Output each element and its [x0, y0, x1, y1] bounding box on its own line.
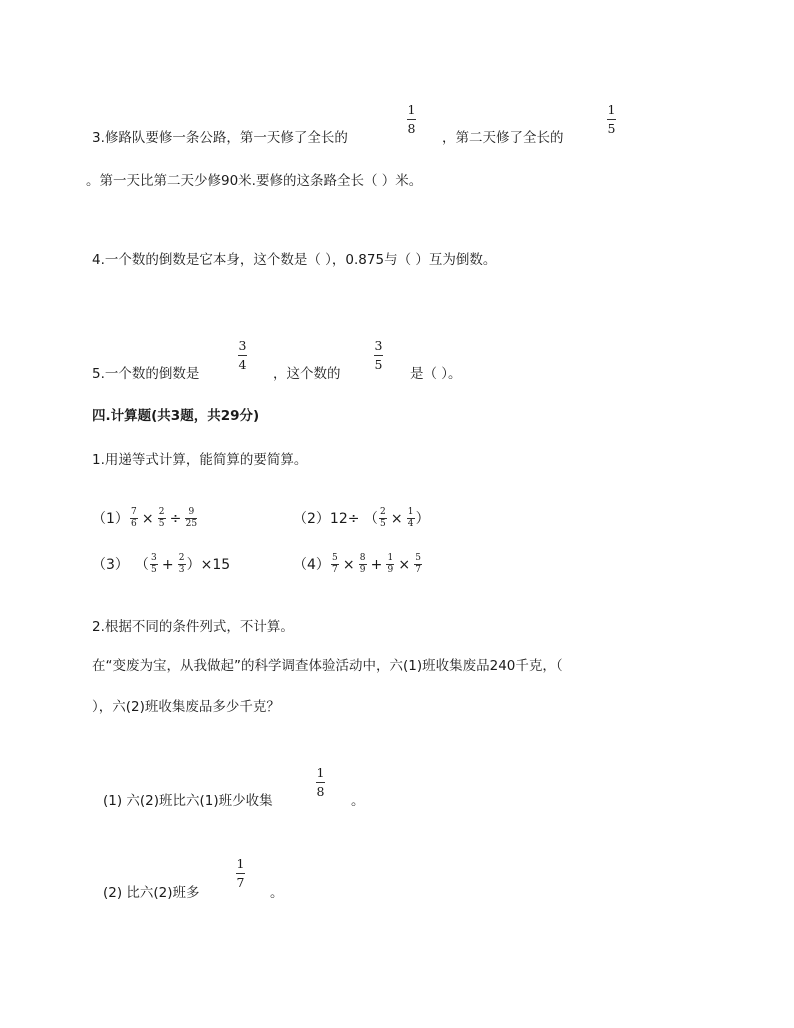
fraction: 2 5	[380, 507, 386, 529]
condition-1-text-b: 。	[351, 793, 365, 809]
numerator: 1	[236, 856, 245, 871]
condition-2-text-b: 。	[270, 885, 284, 901]
calc-item-1	[92, 508, 198, 529]
problem2-instruction: 2.根据不同的条件列式，不计算。	[92, 619, 294, 635]
numerator: 3	[238, 338, 247, 353]
operator: +	[161, 556, 174, 573]
item-label: （4）	[293, 556, 330, 573]
problem1-instruction: 1.用递等式计算，能简算的要简算。	[92, 452, 308, 468]
operator: ×	[398, 556, 411, 573]
fraction: 7 6	[131, 507, 137, 529]
expression-lead: 12÷ （	[329, 510, 378, 527]
condition-1-fraction	[316, 767, 325, 798]
fraction: 2 5	[158, 507, 165, 529]
q3-fraction-one-eighth	[407, 104, 416, 135]
numerator: 1	[607, 102, 616, 117]
q4-text: 4.一个数的倒数是它本身，这个数是（ ），0.875与（ ）互为倒数。	[92, 252, 497, 268]
condition-1-text-a: (1) 六(2)班比六(1)班少收集	[103, 793, 273, 809]
expression-tail: ）×15	[186, 556, 231, 573]
denominator: 8	[407, 120, 416, 136]
item-label: （3）	[92, 556, 129, 573]
q5-fraction-three-fifths	[374, 340, 383, 371]
expression-tail: ）	[415, 510, 430, 527]
q3-fraction-one-fifth	[607, 104, 616, 135]
calc-item-4	[293, 554, 423, 575]
fraction: 1 9	[387, 553, 394, 575]
q5-text-b: ，这个数的	[273, 366, 341, 382]
fraction: 9 25	[185, 507, 198, 529]
q5-fraction-three-quarters	[238, 340, 247, 371]
fraction: 5 7	[332, 553, 338, 575]
operator: ×	[141, 510, 154, 527]
fraction-bar	[236, 873, 245, 874]
item-label: （2）	[293, 510, 330, 527]
fraction: 8 9	[359, 553, 366, 575]
item-label: （1）	[92, 510, 129, 527]
q3-text-a: 3.修路队要修一条公路，第一天修了全长的	[92, 130, 348, 146]
expression-lead: （	[134, 556, 149, 573]
problem2-context-line1: 在“变废为宝，从我做起”的科学调查体验活动中，六(1)班收集废品240千克，（	[92, 658, 563, 674]
calc-item-3	[92, 554, 230, 575]
fraction-bar	[607, 119, 616, 120]
operator: +	[370, 556, 383, 573]
fraction: 3 5	[151, 553, 157, 575]
numerator: 3	[374, 338, 383, 353]
fraction: 1 4	[407, 507, 414, 529]
q5-text-c: 是（ ）。	[410, 366, 462, 382]
condition-2-fraction	[236, 858, 245, 889]
denominator: 4	[238, 356, 247, 372]
fraction-bar	[238, 355, 247, 356]
denominator: 7	[236, 874, 245, 890]
operator: ×	[342, 556, 355, 573]
fraction: 2 3	[178, 553, 185, 575]
q3-text-b: ，第二天修了全长的	[442, 130, 564, 146]
operator: ×	[390, 510, 403, 527]
calc-item-2	[293, 508, 430, 529]
section-heading: 四.计算题(共3题，共29分)	[92, 408, 260, 424]
operator: ÷	[169, 510, 182, 527]
q5-text-a: 5.一个数的倒数是	[92, 366, 200, 382]
fraction-bar	[407, 119, 416, 120]
problem2-context-line2: ），六(2)班收集废品多少千克？	[92, 699, 280, 715]
fraction: 5 7	[415, 553, 421, 575]
numerator: 1	[407, 102, 416, 117]
denominator: 5	[374, 356, 383, 372]
fraction-bar	[316, 782, 325, 783]
numerator: 1	[316, 765, 325, 780]
condition-2-text-a: (2) 比六(2)班多	[103, 885, 200, 901]
fraction-bar	[374, 355, 383, 356]
q3-text-c: 。第一天比第二天少修90米.要修的这条路全长（ ）米。	[86, 173, 423, 189]
denominator: 5	[607, 120, 616, 136]
denominator: 8	[316, 783, 325, 799]
